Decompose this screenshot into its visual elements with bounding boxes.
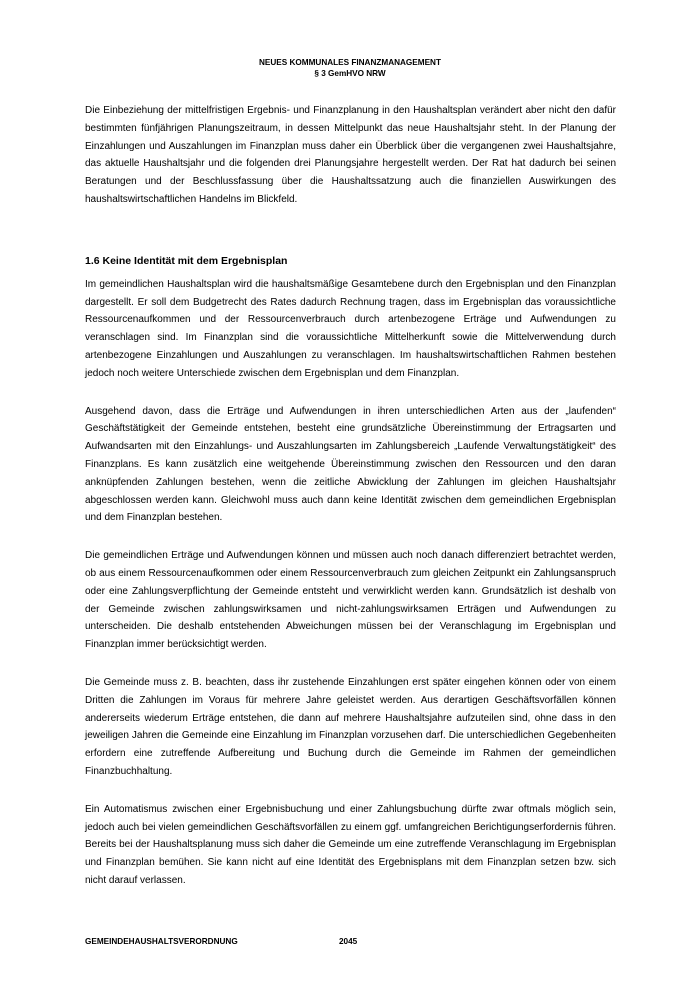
page-number: 2045: [339, 937, 358, 946]
section-heading: 1.6 Keine Identität mit dem Ergebnisplan: [85, 254, 288, 267]
header-subtitle: § 3 GemHVO NRW: [314, 69, 386, 78]
paragraph-2: Ausgehend davon, dass die Erträge und Aufwendungen in ihren unterschiedlichen Arten aus der „laufenden“ Geschäftstätigkeit der Gemeinde entstehen, besteht eine grundsätzliche Übereinstimmung der Ertragsarten und Aufwandsarten mit den Einzahlungs- und Auszahlungsarten im Zahlungsbereich „Laufende Verwaltungstätigkeit“ des Finanzplans. Es kann zusätzlich eine weitgehende Übereinstimmung zwischen den Ressourcen und den daran anknüpfenden Zahlungen bestehen, wenn die zeitliche Abwicklung der Zahlungen im gleichen Haushaltsjahr abgeschlossen werden kann. Gleichwohl muss auch dann keine Identität zwischen dem gemeindlichen Ergebnisplan und dem Finanzplan bestehen.: [85, 405, 616, 524]
paragraph-4: Die Gemeinde muss z. B. beachten, dass ihr zustehende Einzahlungen erst später eingehen können oder von einem Dritten die Zahlungen im Voraus für mehrere Jahre geleistet werden. Aus derartigen Geschäftsvorfällen können andererseits wiederum Erträge entstehen, die dann auf mehrere Haushaltsjahre aufzuteilen sind, ohne dass in den jeweiligen Jahren die Gemeinde eine Einzahlung im Finanzplan vorzusehen darf. Die unterschiedlichen Gegebenheiten erfordern eine zutreffende Aufbereitung und Buchung durch die Gemeinde im Rahmen der gemeindlichen Finanzbuchhaltung.: [85, 676, 616, 777]
paragraph-5: Ein Automatismus zwischen einer Ergebnisbuchung und einer Zahlungsbuchung dürfte zwar oftmals möglich sein, jedoch auch bei vielen gemeindlichen Geschäftsvorfällen zu einem ggf. umfangreichen Berichtigungserfordernis führen. Bereits bei der Haushaltsplanung muss sich daher die Gemeinde um eine zutreffende Veranschlagung im Ergebnisplan und Finanzplan bemühen. Sie kann nicht auf eine Identität des Ergebnisplans mit dem Finanzplan setzen bzw. sich nicht darauf verlassen.: [85, 803, 616, 886]
paragraph-3: Die gemeindlichen Erträge und Aufwendungen können und müssen auch noch danach differenziert betrachtet werden, ob aus einem Ressourcenaufkommen oder einem Ressourcenverbrauch zum gleichen Zeitpunkt ein Zahlungsanspruch oder eine Zahlungsverpflichtung der Gemeinde entsteht und verwirklicht werden kann. Grundsätzlich ist deshalb von der Gemeinde zwischen zahlungswirksamen und nicht-zahlungswirksamen Erträgen und Aufwendungen zu unterscheiden. Die deshalb entstehenden Abweichungen müssen bei der Veranschlagung im Ergebnisplan und Finanzplan immer berücksichtigt werden.: [85, 550, 616, 651]
header-title: NEUES KOMMUNALES FINANZMANAGEMENT: [259, 58, 441, 67]
footer-title: GEMEINDEHAUSHALTSVERORDNUNG: [85, 937, 238, 946]
document-body: [85, 102, 616, 910]
page-header: [0, 57, 700, 79]
intro-paragraph: Die Einbeziehung der mittelfristigen Ergebnis- und Finanzplanung in den Haushaltsplan verändert aber nicht den dafür bestimmten fünfjährigen Planungszeitraum, in dessen Mittelpunkt das neue Haushaltsjahr steht. In der Planung der Einzahlungen und Auszahlungen im Finanzplan muss daher ein Überblick über die vergangenen zwei Haushaltsjahre, das aktuelle Haushaltsjahr und die folgenden drei Planungsjahre hergestellt werden. Der Rat hat dadurch bei seinen Beratungen und der Beschlussfassung über die Haushaltssatzung auch die finanziellen Auswirkungen des haushaltswirtschaftlichen Handelns im Blickfeld.: [85, 105, 616, 205]
paragraph-1: Im gemeindlichen Haushaltsplan wird die haushaltsmäßige Gesamtebene durch den Ergebnisplan und den Finanzplan dargestellt. Er soll dem Budgetrecht des Rates dadurch Rechnung tragen, dass im Ergebnisplan das voraussichtliche Ressourcenaufkommen und der Ressourcenverbrauch durch artenbezogene Erträge und Aufwendungen zu veranschlagen sind. Im Finanzplan sind die voraussichtliche Mittelherkunft sowie die Mittelverwendung durch artenbezogene Einzahlungen und Auszahlungen zu veranschlagen. Im haushaltswirtschaftlichen Rahmen bestehen jedoch noch weitere Unterschiede zwischen dem Ergebnisplan und dem Finanzplan.: [85, 278, 616, 379]
